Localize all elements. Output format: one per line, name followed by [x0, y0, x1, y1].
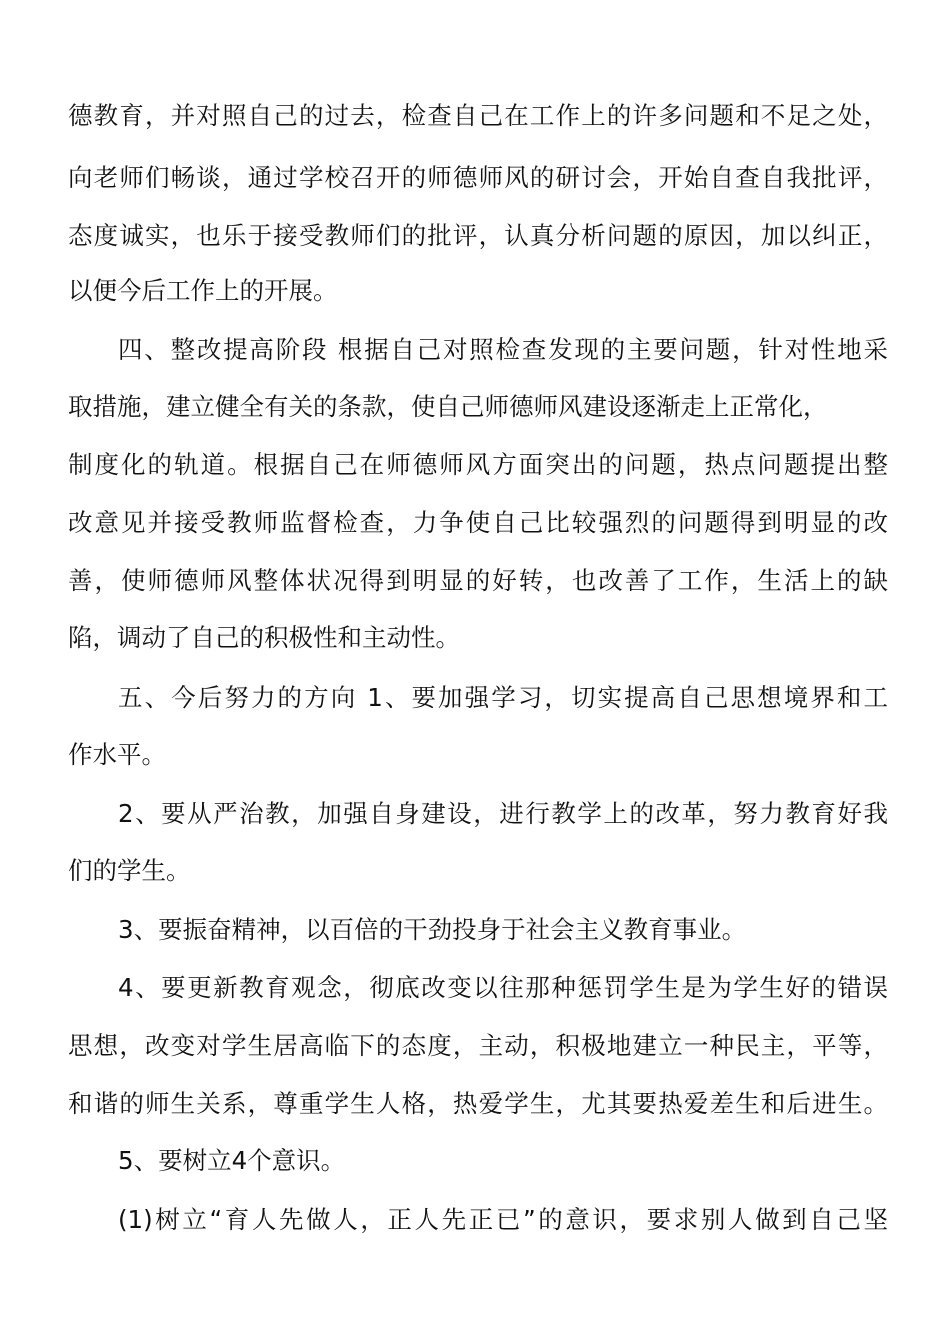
text-line: 改意见并接受教师监督检查，力争使自己比较强烈的问题得到明显的改 — [68, 508, 888, 537]
text-line: 向老师们畅谈，通过学校召开的师德师风的研讨会，开始自查自我批评， — [68, 163, 888, 192]
text-line: 五、今后努力的方向 1、要加强学习，切实提高自己思想境界和工 — [118, 683, 888, 712]
text-line: 善，使师德师风整体状况得到明显的好转，也改善了工作，生活上的缺 — [68, 566, 888, 595]
text-line: 四、整改提高阶段 根据自己对照检查发现的主要问题，针对性地采 — [118, 335, 888, 364]
text-line: 制度化的轨道。根据自己在师德师风方面突出的问题，热点问题提出整 — [68, 450, 888, 479]
text-line: 陷，调动了自己的积极性和主动性。 — [68, 623, 460, 652]
text-line: 思想，改变对学生居高临下的态度，主动，积极地建立一种民主，平等， — [68, 1031, 888, 1060]
text-line: 们的学生。 — [68, 856, 191, 885]
text-line: 作水平。 — [68, 740, 166, 769]
text-line: 取措施，建立健全有关的条款，使自己师德师风建设逐渐走上正常化， — [68, 392, 828, 421]
text-line: 态度诚实，也乐于接受教师们的批评，认真分析问题的原因，加以纠正， — [68, 221, 888, 250]
text-line: 2、要从严治教，加强自身建设，进行教学上的改革，努力教育好我 — [118, 799, 888, 828]
text-line: 和谐的师生关系，尊重学生人格，热爱学生，尤其要热爱差生和后进生。 — [68, 1089, 888, 1118]
text-line: 德教育，并对照自己的过去，检查自己在工作上的许多问题和不足之处， — [68, 101, 888, 130]
text-line: (1)树立“育人先做人，正人先正已”的意识，要求别人做到自己坚 — [118, 1205, 888, 1234]
text-line: 4、要更新教育观念，彻底改变以往那种惩罚学生是为学生好的错误 — [118, 973, 888, 1002]
text-line: 以便今后工作上的开展。 — [68, 276, 338, 305]
text-line: 3、要振奋精神，以百倍的干劲投身于社会主义教育事业。 — [118, 915, 747, 944]
text-line: 5、要树立4个意识。 — [118, 1146, 346, 1175]
